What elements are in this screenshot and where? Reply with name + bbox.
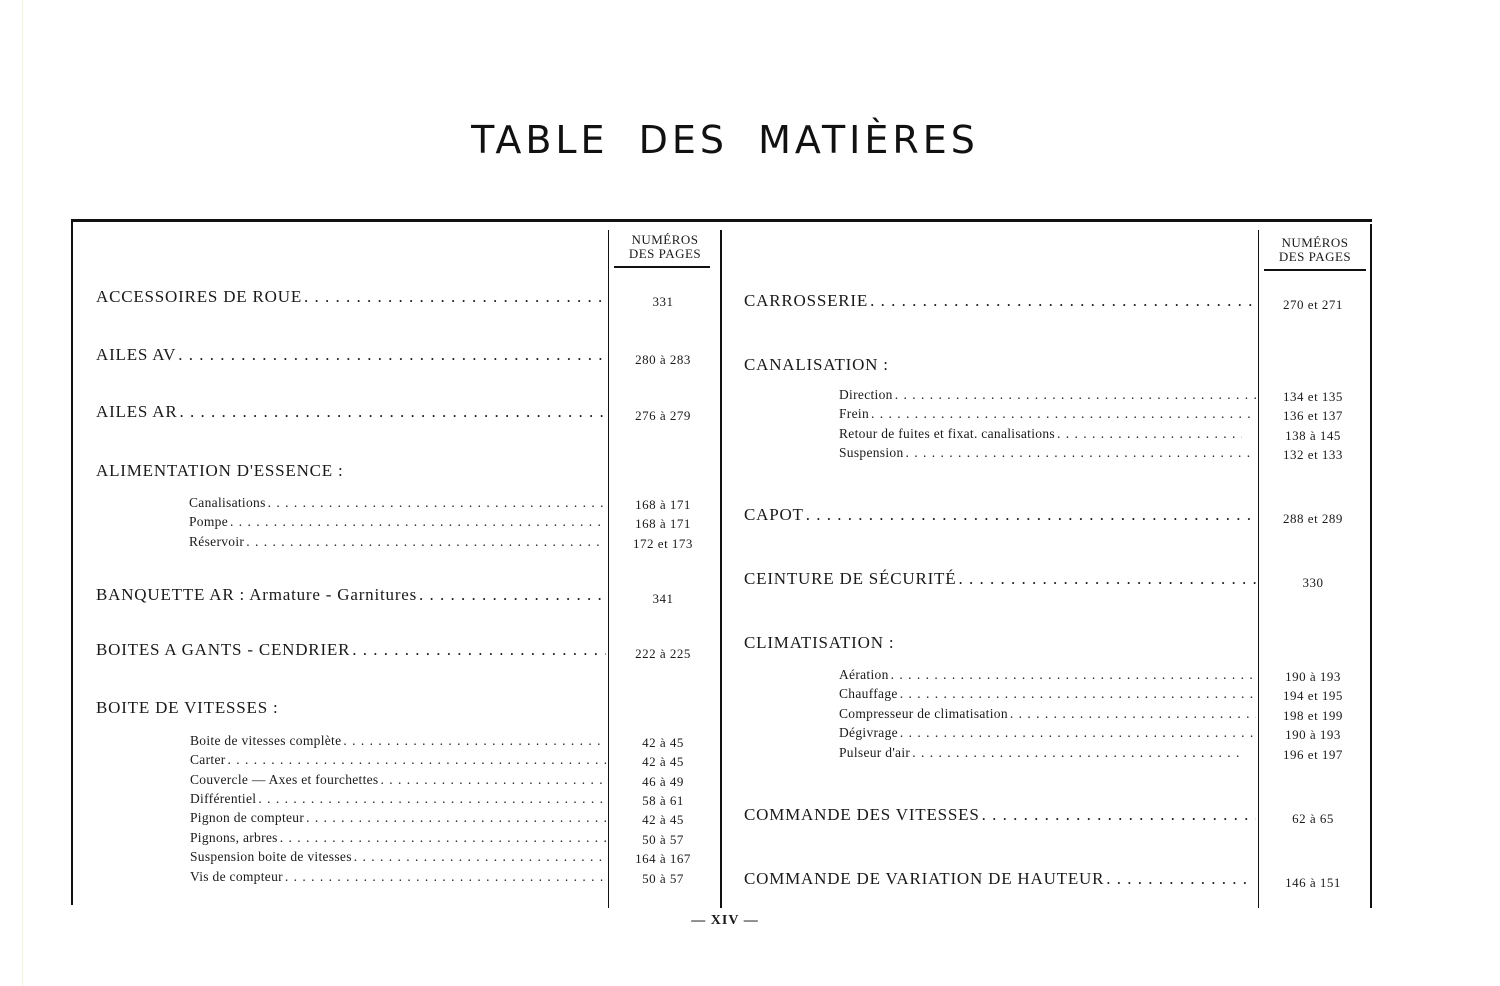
entry-pages: 168 à 171 (635, 516, 691, 531)
entry-label: Canalisations (189, 495, 266, 510)
leader-dots (891, 667, 1256, 683)
entry-label: Suspension boite de vitesses (190, 849, 352, 864)
toc-entry[interactable] (96, 345, 606, 365)
entry-label: CARROSSERIE (744, 291, 869, 310)
leader-dots (258, 791, 606, 807)
toc-subentry[interactable] (839, 686, 1256, 702)
leader-dots (982, 805, 1256, 825)
entry-pages: 270 et 271 (1283, 297, 1343, 312)
leader-dots (900, 725, 1256, 741)
leader-dots (870, 291, 1256, 311)
entry-label: Pignons, arbres (190, 830, 278, 845)
leader-dots (1057, 426, 1242, 442)
page-title: TABLE DES MATIÈRES (471, 118, 979, 162)
entry-pages: 62 à 65 (1292, 811, 1334, 826)
entry-pages: 138 à 145 (1285, 428, 1341, 443)
leader-dots (180, 402, 607, 422)
entry-pages: 146 à 151 (1285, 875, 1341, 890)
entry-label: Boite de vitesses complète (190, 733, 342, 748)
toc-subentry[interactable] (839, 706, 1256, 722)
page-number-footer: — XIV — (691, 913, 759, 928)
entry-label: Couvercle — Axes et fourchettes (190, 772, 379, 787)
entry-label: Différentiel (190, 791, 257, 806)
toc-subentry[interactable] (190, 830, 606, 846)
toc-entry[interactable] (744, 569, 1256, 589)
toc-subentry[interactable] (190, 849, 606, 865)
leader-dots (304, 287, 606, 307)
leader-dots (912, 745, 1242, 761)
toc-subentry[interactable] (189, 495, 606, 511)
entry-pages: 276 à 279 (635, 408, 691, 423)
center-divider (720, 230, 722, 908)
right-page-column-header (1260, 236, 1370, 264)
leader-dots (354, 849, 606, 865)
leader-dots (285, 869, 606, 885)
entry-pages: 341 (652, 591, 674, 606)
toc-entry[interactable] (96, 287, 606, 307)
left-header-rule (614, 266, 710, 268)
leader-dots (871, 406, 1256, 422)
toc-entry[interactable] (96, 402, 606, 422)
leader-dots (895, 387, 1256, 403)
entry-pages: 132 et 133 (1283, 447, 1343, 462)
toc-subentry[interactable] (839, 387, 1256, 403)
entry-pages: 190 à 193 (1285, 727, 1341, 742)
table-top-border (71, 219, 1372, 222)
section-heading: BOITE DE VITESSES : (96, 698, 279, 717)
leader-dots (381, 772, 607, 788)
entry-label: Vis de compteur (190, 869, 283, 884)
entry-pages: 196 et 197 (1283, 747, 1343, 762)
entry-pages: 136 et 137 (1283, 408, 1343, 423)
toc-subentry[interactable] (189, 534, 606, 550)
leader-dots (352, 640, 606, 660)
toc-subentry[interactable] (190, 869, 606, 885)
leader-dots (1106, 869, 1247, 889)
toc-subentry[interactable] (190, 772, 606, 788)
entry-pages: 168 à 171 (635, 497, 691, 512)
toc-entry[interactable] (744, 291, 1256, 311)
header-line-2: DES PAGES (628, 246, 702, 261)
toc-entry[interactable] (744, 869, 1247, 889)
entry-label: Suspension (839, 445, 904, 460)
entry-label: Retour de fuites et fixat. canalisations (839, 426, 1055, 441)
entry-label: ACCESSOIRES DE ROUE (96, 287, 303, 306)
table-left-border (71, 219, 73, 905)
entry-pages: 58 à 61 (642, 793, 684, 808)
left-page-column-header (610, 233, 720, 261)
entry-label: Réservoir (189, 534, 245, 549)
toc-subentry[interactable] (839, 745, 1242, 761)
toc-subentry[interactable] (839, 426, 1242, 442)
entry-label: Compresseur de climatisation (839, 706, 1008, 721)
entry-label: Direction (839, 387, 893, 402)
section-heading: CANALISATION : (744, 355, 889, 374)
leader-dots (228, 752, 606, 768)
section-heading: CLIMATISATION : (744, 633, 895, 652)
entry-label: Pignon de compteur (190, 810, 305, 825)
entry-label: AILES AV (96, 345, 177, 364)
leader-dots (958, 569, 1256, 589)
leader-dots (1010, 706, 1256, 722)
leader-dots (246, 534, 606, 550)
entry-pages: 280 à 283 (635, 352, 691, 367)
entry-pages: 50 à 57 (642, 871, 684, 886)
leader-dots (900, 686, 1256, 702)
entry-pages: 194 et 195 (1283, 688, 1343, 703)
leader-dots (230, 514, 606, 530)
entry-pages: 42 à 45 (642, 735, 684, 750)
entry-label: COMMANDE DE VARIATION DE HAUTEUR (744, 869, 1105, 888)
entry-label: Pompe (189, 514, 229, 529)
entry-label: Aération (839, 667, 889, 682)
right-header-rule (1264, 269, 1366, 271)
leader-dots (268, 495, 606, 511)
leader-dots (906, 445, 1256, 461)
entry-pages: 330 (1302, 575, 1324, 590)
toc-entry[interactable] (96, 640, 606, 660)
entry-pages: 134 et 135 (1283, 389, 1343, 404)
entry-pages: 222 à 225 (635, 646, 691, 661)
table-right-border (1370, 224, 1372, 908)
leader-dots (306, 810, 606, 826)
toc-entry[interactable] (96, 585, 606, 605)
header-line-1: NUMÉROS (1281, 235, 1349, 250)
entry-label: Pulseur d'air (839, 745, 911, 760)
toc-subentry[interactable] (190, 752, 606, 768)
leader-dots (178, 345, 606, 365)
entry-label: Frein (839, 406, 869, 421)
entry-pages: 172 et 173 (633, 536, 693, 551)
section-heading: ALIMENTATION D'ESSENCE : (96, 461, 344, 480)
toc-entry[interactable] (744, 505, 1256, 525)
toc-subentry[interactable] (190, 810, 606, 826)
header-line-2: DES PAGES (1278, 249, 1352, 264)
entry-pages: 50 à 57 (642, 832, 684, 847)
entry-label: CEINTURE DE SÉCURITÉ (744, 569, 957, 588)
leader-dots (343, 733, 606, 749)
toc-subentry[interactable] (839, 406, 1256, 422)
entry-label: AILES AR (96, 402, 178, 421)
entry-pages: 42 à 45 (642, 754, 684, 769)
entry-label: Dégivrage (839, 725, 898, 740)
leader-dots (806, 505, 1256, 525)
entry-pages: 190 à 193 (1285, 669, 1341, 684)
leader-dots (419, 585, 606, 605)
entry-label: BANQUETTE AR : Armature - Garnitures (96, 585, 418, 604)
entry-pages: 46 à 49 (642, 774, 684, 789)
toc-subentry[interactable] (839, 667, 1256, 683)
toc-subentry[interactable] (839, 445, 1256, 461)
entry-label: Carter (190, 752, 226, 767)
entry-pages: 331 (652, 294, 674, 309)
toc-subentry[interactable] (190, 733, 606, 749)
right-page-column-divider (1258, 230, 1259, 908)
leader-dots (280, 830, 606, 846)
entry-label: COMMANDE DES VITESSES (744, 805, 980, 824)
toc-subentry[interactable] (190, 791, 606, 807)
toc-entry[interactable] (744, 805, 1256, 825)
entry-label: CAPOT (744, 505, 804, 524)
entry-label: Chauffage (839, 686, 898, 701)
entry-pages: 288 et 289 (1283, 511, 1343, 526)
toc-subentry[interactable] (839, 725, 1256, 741)
entry-pages: 198 et 199 (1283, 708, 1343, 723)
entry-pages: 42 à 45 (642, 812, 684, 827)
toc-subentry[interactable] (189, 514, 606, 530)
entry-pages: 164 à 167 (635, 851, 691, 866)
header-line-1: NUMÉROS (631, 232, 699, 247)
entry-label: BOITES A GANTS - CENDRIER (96, 640, 351, 659)
